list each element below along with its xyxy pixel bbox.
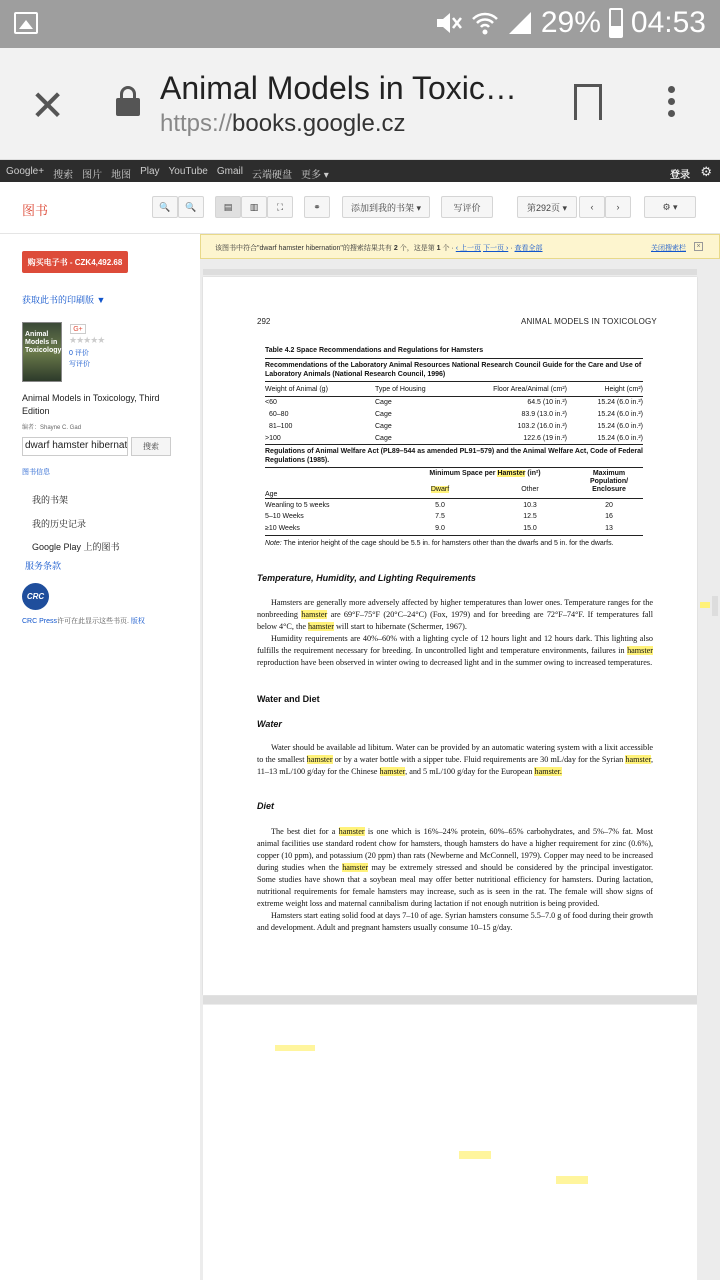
reviews-count-link[interactable]: 0 评价 xyxy=(69,350,89,357)
scroll-highlight-marker xyxy=(700,602,710,608)
more-options-icon[interactable] xyxy=(668,86,676,122)
gbar-link[interactable]: 地图 xyxy=(111,170,132,181)
gbar-link[interactable]: Gmail xyxy=(216,166,243,177)
buy-ebook-button[interactable]: 购买电子书 - CZK4,492.68 xyxy=(22,251,128,273)
page-divider xyxy=(203,996,697,1004)
url-scheme: https:// xyxy=(160,110,233,137)
gbar-link[interactable]: YouTube xyxy=(168,166,208,177)
table-header-row: Weight of Animal (g) Type of Housing Floor Area/Animal (cm²) Height (cm²) xyxy=(265,385,643,393)
book-editor: 编者：Shayne C. Gad xyxy=(22,425,82,431)
table-row: 60–80 Cage 83.9 (13.0 in.²) 15.24 (6.0 in.²) xyxy=(269,411,643,419)
section-heading: Temperature, Humidity, and Lighting Requirements xyxy=(257,573,476,583)
table-row: 81–100 Cage 103.2 (16.0 in.²) 15.24 (6.0 in.²) xyxy=(269,422,643,430)
history-link[interactable]: 我的历史记录 xyxy=(32,519,87,529)
page-title: Animal Models in Toxic… xyxy=(160,70,517,106)
write-review-button[interactable]: 写评价 xyxy=(441,196,493,218)
next-result-link[interactable]: 下一页 › xyxy=(483,245,509,252)
prev-result-link[interactable]: ‹ 上一页 xyxy=(455,245,482,252)
gbar-link[interactable]: 图片 xyxy=(82,170,103,181)
search-in-book-input[interactable]: dwarf hamster hibernat xyxy=(22,437,128,456)
subsection-heading: Water xyxy=(257,719,282,729)
mute-icon xyxy=(435,10,463,36)
page-number: 292 xyxy=(257,317,271,326)
search-highlight-marker xyxy=(275,1045,315,1051)
running-header: ANIMAL MODELS IN TOXICOLOGY xyxy=(521,317,657,326)
get-print-link[interactable]: 获取此书的印刷版 ▼ xyxy=(22,295,106,305)
search-results-notice: 该图书中符合"dwarf hamster hibernation"的搜索结果共有 2 个，这是第 1 个 · ‹ 上一页 下一页 › · 查看全部 关闭搜索栏 × xyxy=(200,234,720,259)
gbar-link[interactable]: 云端硬盘 xyxy=(251,170,292,181)
search-highlight: hamster xyxy=(306,755,333,764)
search-highlight: hamster xyxy=(308,622,334,631)
zoom-in-icon[interactable]: 🔍 xyxy=(152,196,178,218)
search-highlight: hamster xyxy=(301,610,328,619)
close-notice-icon[interactable]: × xyxy=(694,242,703,251)
bookmark-icon[interactable] xyxy=(574,84,602,120)
prev-page-icon[interactable]: ‹ xyxy=(579,196,605,218)
login-link[interactable]: 登录 xyxy=(670,170,690,181)
browser-app-bar xyxy=(0,48,720,160)
write-review-link[interactable]: 写评价 xyxy=(69,361,90,368)
search-highlight-marker xyxy=(459,1151,491,1159)
search-highlight-marker xyxy=(556,1176,588,1184)
scrollbar-thumb[interactable] xyxy=(712,596,718,616)
books-brand[interactable]: 图书 xyxy=(22,203,49,218)
google-play-books-link[interactable]: Google Play 上的图书 xyxy=(32,542,120,552)
section-heading: Water and Diet xyxy=(257,694,320,704)
battery-percent: 29% xyxy=(540,6,601,39)
gbar-link[interactable]: Play xyxy=(140,166,160,177)
table-note: Note: The interior height of the cage should be 5.5 in. for hamsters other than the dwarfs and 5 in. for the dwarfs. xyxy=(265,539,614,547)
fullscreen-icon[interactable]: ⛶ xyxy=(267,196,293,218)
publisher-link[interactable]: CRC Press xyxy=(22,618,58,625)
book-cover[interactable] xyxy=(22,322,62,382)
rating-stars: ★★★★★ xyxy=(69,335,105,345)
see-all-link[interactable]: 查看全部 xyxy=(514,245,543,252)
status-bar xyxy=(0,0,720,48)
search-highlight: Hamster xyxy=(497,470,526,478)
table-subheading: Recommendations of the Laboratory Animal Resources National Research Council Guide for the Care and Use of Laboratory Animals (National Research Council, 1996) xyxy=(265,362,642,378)
link-icon[interactable]: ⚭ xyxy=(304,196,330,218)
gplus-button[interactable]: G+ xyxy=(70,324,86,334)
search-highlight: hamster xyxy=(338,827,365,836)
book-page xyxy=(203,277,697,995)
page-select[interactable]: 第292页 ▾ xyxy=(517,196,577,218)
zoom-out-icon[interactable]: 🔍 xyxy=(178,196,204,218)
wifi-icon xyxy=(471,10,499,36)
two-page-view-icon[interactable]: ▥ xyxy=(241,196,267,218)
view-settings-gear-icon[interactable]: ⚙ ▾ xyxy=(644,196,696,218)
next-book-page xyxy=(203,1005,697,1285)
close-tab-icon[interactable]: ✕ xyxy=(30,82,66,129)
paragraph: The best diet for a hamster is one which is 16%–24% protein, 60%–65% carbohydrates, and 5%–7% fat. Most animal facilities use standard rodent chow for hamsters, though hamsters do have a higher requirement for zinc (0.6%), copper (10 ppm), and potassium (20 ppm) than rats (Newberne and McConnell, 1979). Copper may need to be increased during studies when the hamster may be extremely stressed and should be considered by the principal investigator. Some studies have shown that a soybean meal may offer better nutritional efficiency for hamsters. During lactation, nutritional requirements for female hamsters may increase, such as is seen in the rat. The female will show signs of extreme weight loss and maternal cannibalism during lactation if not enough nutrition is being provided. Hamsters start eating solid food at days 7–10 of age. Syrian hamsters consume 5.5–7.0 g of food during their growth and development. Adult and pregnant hamsters usually consume 10–15 g/day. xyxy=(257,827,654,932)
my-library-link[interactable]: 我的书架 xyxy=(32,495,69,505)
signal-icon xyxy=(507,10,533,36)
sidebar xyxy=(0,234,200,1280)
clock: 04:53 xyxy=(630,6,706,39)
lock-icon[interactable] xyxy=(116,86,140,116)
scrollbar[interactable] xyxy=(712,592,720,652)
book-title: Animal Models in Toxicology, Third Edition xyxy=(22,393,160,416)
next-page-icon[interactable]: › xyxy=(605,196,631,218)
table-caption: Table 4.2 Space Recommendations and Regulations for Hamsters xyxy=(265,347,484,354)
terms-link[interactable]: 服务条款 xyxy=(25,561,62,571)
book-info-link[interactable]: 图书信息 xyxy=(22,469,50,476)
page-divider xyxy=(203,269,697,275)
publisher-logo[interactable]: CRC xyxy=(22,583,49,610)
battery-icon xyxy=(609,8,623,38)
gallery-notification-icon xyxy=(14,12,38,34)
single-page-view-icon[interactable]: ▤ xyxy=(215,196,241,218)
url-display[interactable] xyxy=(160,110,406,138)
url-host: books.google.cz xyxy=(232,110,406,137)
table-subheading-2: Regulations of Animal Welfare Act (PL89–544 as amended PL91–579) and the Animal Welfare Act, Code of Federal Regulations (1985). xyxy=(265,448,643,465)
table-row: ≥10 Weeks 9.0 15.0 13 xyxy=(265,525,613,533)
gbar-link[interactable]: 更多 ▾ xyxy=(300,170,329,181)
gbar-link[interactable]: Google+ xyxy=(6,166,45,177)
table-row: <60 Cage 64.5 (10 in.²) 15.24 (6.0 in.²) xyxy=(265,399,643,407)
subsection-heading: Diet xyxy=(257,801,275,811)
search-highlight: hamster xyxy=(342,863,369,872)
table-row: >100 Cage 122.6 (19 in.²) 15.24 (6.0 in.²) xyxy=(265,434,643,442)
gbar-link[interactable]: 搜索 xyxy=(53,170,74,181)
search-highlight: hamster xyxy=(379,767,406,776)
add-to-library-button[interactable]: 添加到我的书架 ▾ xyxy=(342,196,430,218)
cover-title: Animal Models in Toxicology xyxy=(25,331,62,354)
table-4-2 xyxy=(265,347,643,547)
close-search-link[interactable]: 关闭搜索栏 xyxy=(651,245,686,252)
search-button[interactable]: 搜索 xyxy=(131,437,171,456)
search-highlight: Dwarf xyxy=(430,486,450,494)
book-viewer[interactable] xyxy=(200,234,720,1280)
publisher-note: CRC Press许可在此显示这些书页. 版权 xyxy=(22,618,145,625)
books-toolbar xyxy=(0,182,720,234)
google-bar xyxy=(0,160,720,182)
table-header-row-2: Age Minimum Space per Hamster (in²) Dwarf Other Maximum Population/ Enclosure xyxy=(265,470,629,499)
paragraph: Water should be available ad libitum. Water can be provided by an automatic watering system with a lixit accessible to the smallest hamster or by a water bottle with a sipper tube. Fluid requirements are 30 mL/day for the Syrian hamster, 11–13 mL/100 g/day for the Chinese hamster, and 5 mL/100 g/day for the European hamster. xyxy=(257,743,654,776)
search-highlight: hamster xyxy=(625,755,651,764)
search-highlight: hamster xyxy=(627,646,653,655)
settings-gear-icon[interactable]: ⚙ xyxy=(700,164,712,179)
table-row: 5–10 Weeks 7.5 12.5 16 xyxy=(265,513,613,521)
table-row: Weanling to 5 weeks 5.0 10.3 20 xyxy=(265,501,613,509)
copyright-link[interactable]: 版权 xyxy=(130,618,145,625)
search-highlight: hamster. xyxy=(534,767,562,776)
paragraph: Hamsters are generally more adversely affected by higher temperatures than lower ones. Temperature ranges for the nonbreeding hamster are 69°F–75°F (20°C–24°C) (Fox, 1979) and for breeding are 72°F–74°F. If temperatures fall below 4°C, the hamster will start to hibernate (Schermer, 1967). Humidity requirements are 40%–60% with a lighting cycle of 12 hours light and 12 hours dark. This lighting also fulfills the requirement necessary for breeding. In uncontrolled light and temperature environments, failures in hamster reproduction have been observed in winter owing to decreased light and in the summer owing to increased temperatures. xyxy=(257,598,654,667)
